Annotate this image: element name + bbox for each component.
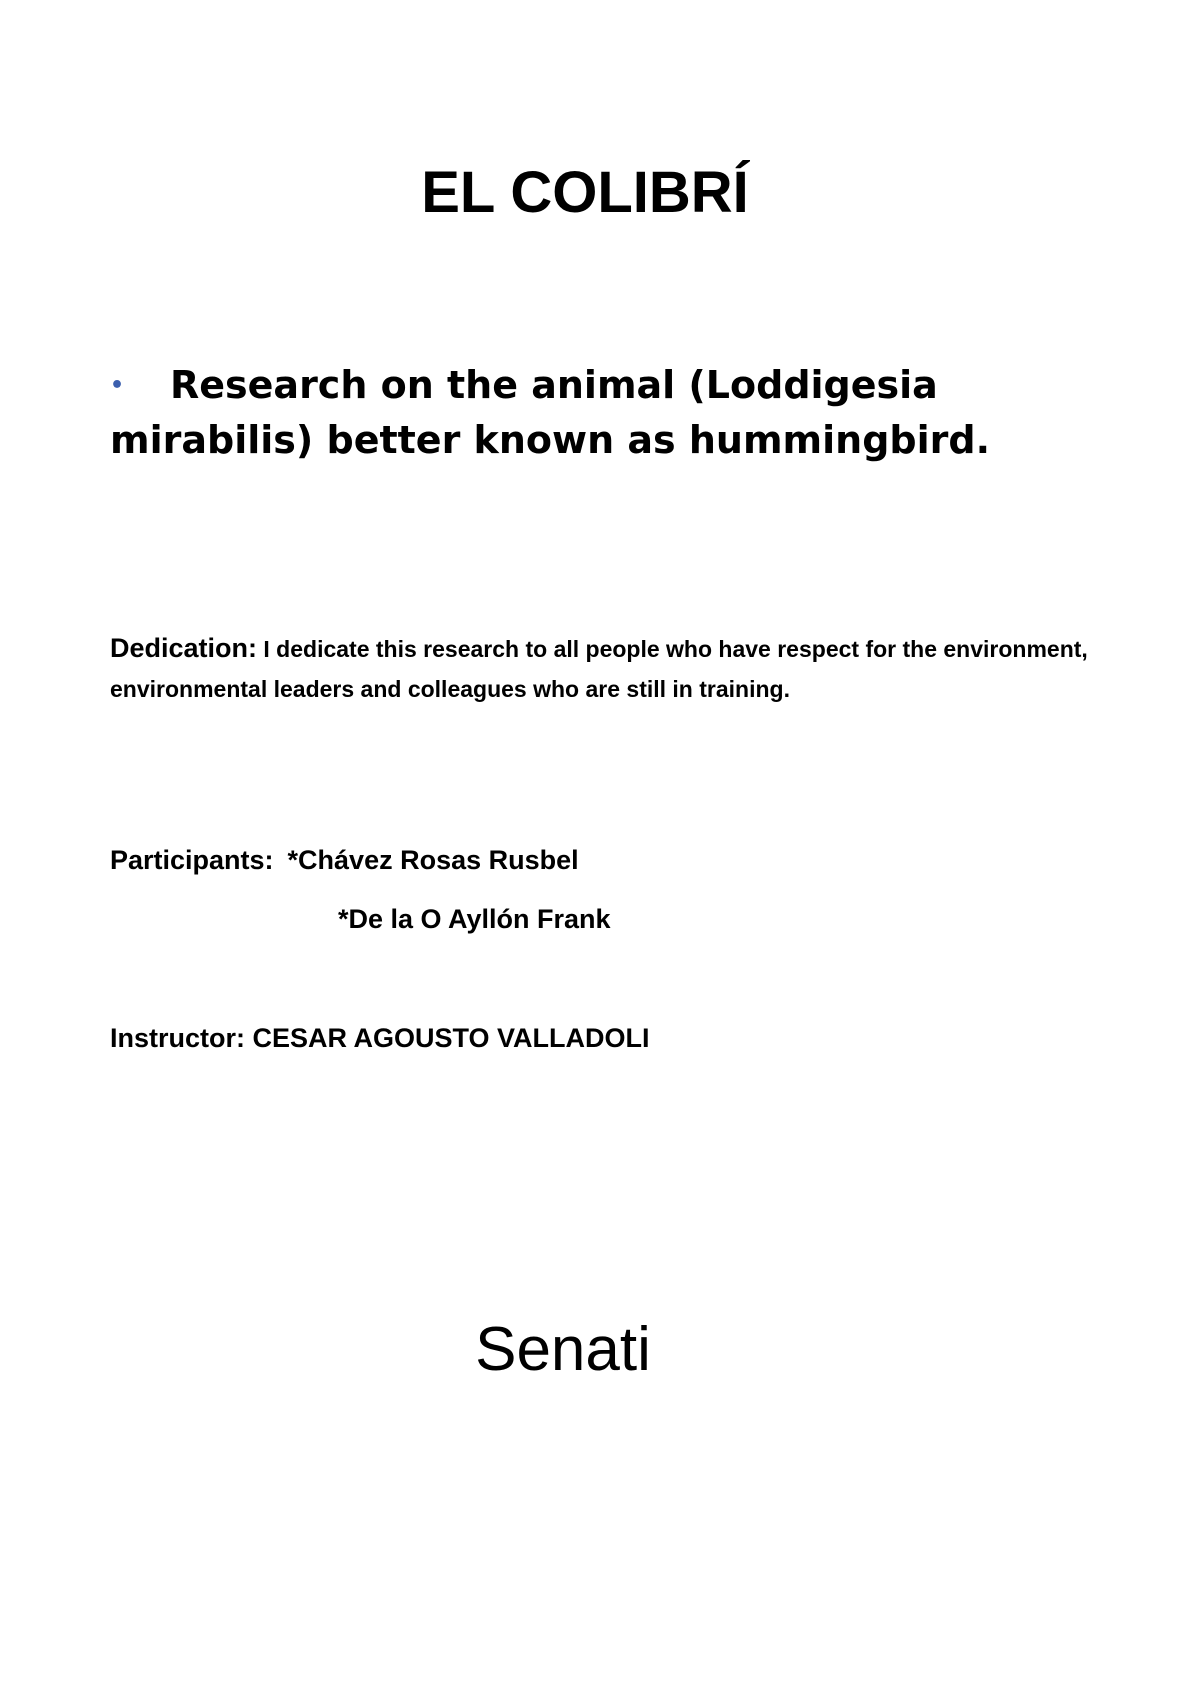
participants-label: Participants: (110, 845, 274, 875)
subtitle-text: Research on the animal (Loddigesia mirabilis) better known as hummingbird. (110, 363, 991, 462)
dedication-text: I dedicate this research to all people who have respect for the environment, environmental leaders and colleagues who are still in training. (110, 636, 1088, 702)
research-subtitle (110, 358, 1070, 468)
participant-name: *Chávez Rosas Rusbel (287, 845, 579, 875)
dedication-paragraph (110, 628, 1110, 709)
participant-name: *De la O Ayllón Frank (338, 904, 611, 934)
organization-name: Senati (475, 1315, 651, 1384)
participants-line (110, 840, 579, 880)
bullet-icon: • (110, 373, 125, 398)
document-title: EL COLIBRÍ (421, 160, 749, 225)
instructor-line: Instructor: CESAR AGOUSTO VALLADOLI (110, 1023, 650, 1053)
dedication-label: Dedication: (110, 633, 258, 663)
